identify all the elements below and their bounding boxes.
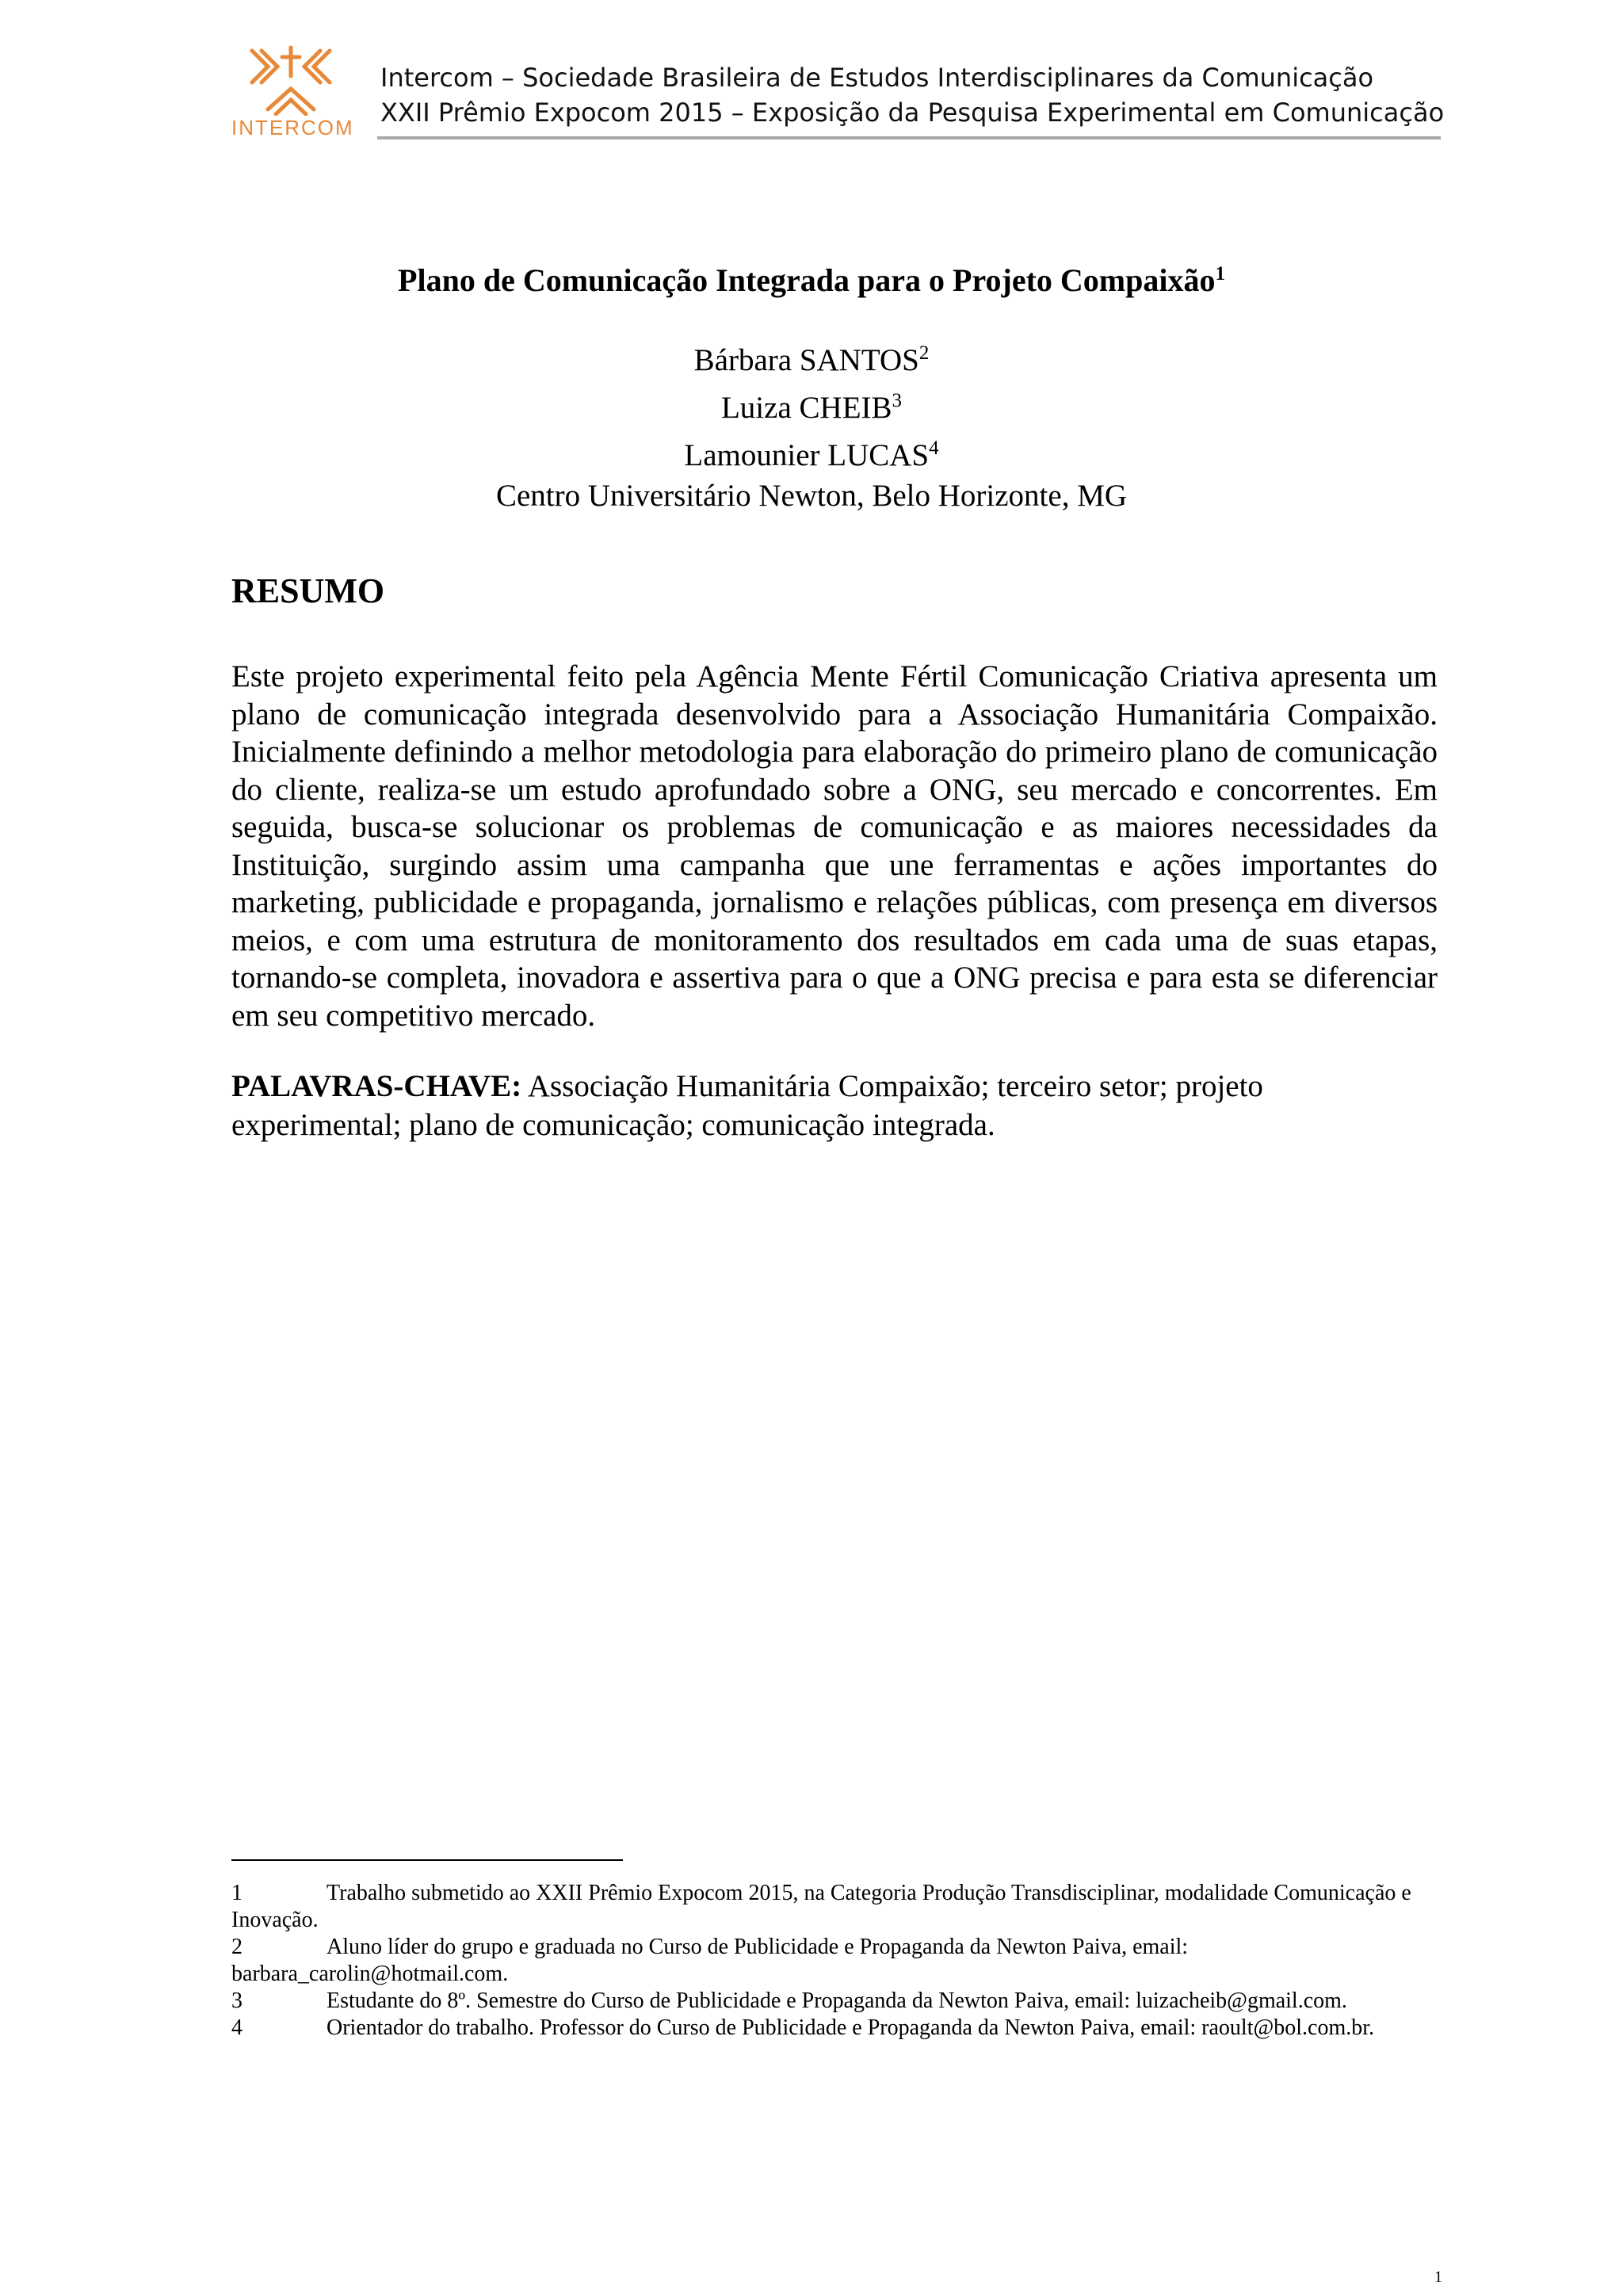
author-1 bbox=[0, 333, 1623, 380]
intercom-logo bbox=[228, 44, 354, 139]
author-block bbox=[0, 333, 1623, 516]
header-text bbox=[380, 60, 1444, 130]
author-name: Bárbara SANTOS bbox=[693, 343, 919, 377]
footnote-number: 3 bbox=[231, 1988, 242, 2013]
footnote-separator bbox=[231, 1859, 623, 1861]
paper-title bbox=[0, 262, 1623, 299]
intercom-logo-icon bbox=[244, 44, 338, 116]
author-name: Lamounier LUCAS bbox=[684, 438, 930, 472]
footnote-text: Aluno líder do grupo e graduada no Curso de Publicidade e Propaganda da Newton Paiva, email: barbara_carolin@hotmail.com. bbox=[231, 1935, 1189, 1986]
footnote-text: Estudante do 8º. Semestre do Curso de Publicidade e Propaganda da Newton Paiva, email: luizacheib@gmail.com. bbox=[327, 1988, 1347, 2013]
footnote-3 bbox=[231, 1988, 1438, 2015]
footnote-1 bbox=[231, 1880, 1438, 1934]
author-footnote-mark: 2 bbox=[918, 342, 930, 364]
page-header bbox=[228, 44, 1445, 139]
footnote-2 bbox=[231, 1934, 1438, 1988]
footnote-text: Orientador do trabalho. Professor do Curso de Publicidade e Propaganda da Newton Paiva, email: raoult@bol.com.br. bbox=[327, 2015, 1375, 2040]
footnote-4 bbox=[231, 2015, 1438, 2042]
header-line-2: XXII Prêmio Expocom 2015 – Exposição da Pesquisa Experimental em Comunicação bbox=[380, 97, 1445, 128]
footnotes bbox=[231, 1880, 1438, 2042]
header-line-1: Intercom – Sociedade Brasileira de Estudos Interdisciplinares da Comunicação bbox=[380, 63, 1374, 93]
footnote-number: 1 bbox=[231, 1881, 242, 1905]
author-2 bbox=[0, 380, 1623, 428]
keywords bbox=[231, 1067, 1438, 1144]
footnote-text: Trabalho submetido ao XXII Prêmio Expocom 2015, na Categoria Produção Transdisciplinar, modalidade Comunicação e Inovação. bbox=[231, 1881, 1411, 1932]
author-name: Luiza CHEIB bbox=[720, 391, 892, 425]
abstract-text: Este projeto experimental feito pela Agência Mente Fértil Comunicação Criativa apresenta um plano de comunicação integrada desenvolvido para a Associação Humanitária Compaixão. Inicialmente definindo a melhor metodologia para elaboração do primeiro plano de comunicação do cliente, realiza-se um estudo aprofundado sobre a ONG, seu mercado e concorrentes. Em seguida, busca-se solucionar os problemas de comunicação e as maiores necessidades da Instituição, surgindo assim uma campanha que une ferramentas e ações importantes do marketing, publicidade e propaganda, jornalismo e relações públicas, com presença em diversos meios, e com uma estrutura de monitoramento dos resultados em cada uma de suas etapas, tornando-se completa, inovadora e assertiva para o que a ONG precisa e para esta se diferenciar em seu competitivo mercado. bbox=[231, 659, 1438, 1033]
page-number: 1 bbox=[1434, 2268, 1442, 2286]
abstract-heading: RESUMO bbox=[231, 571, 385, 610]
footnote-number: 2 bbox=[231, 1935, 242, 1959]
title-text: Plano de Comunicação Integrada para o Projeto Compaixão bbox=[398, 262, 1216, 298]
title-footnote-mark: 1 bbox=[1215, 263, 1225, 285]
keywords-text: Associação Humanitária Compaixão; terceiro setor; projeto experimental; plano de comunicação; comunicação integrada. bbox=[231, 1069, 1263, 1142]
institution: Centro Universitário Newton, Belo Horizonte, MG bbox=[495, 479, 1128, 513]
footnote-number: 4 bbox=[231, 2015, 242, 2040]
header-divider bbox=[377, 136, 1441, 139]
author-footnote-mark: 3 bbox=[892, 390, 903, 411]
logo-text: INTERCOM bbox=[231, 116, 354, 139]
author-3 bbox=[0, 428, 1623, 476]
keywords-label: PALAVRAS-CHAVE: bbox=[231, 1069, 522, 1103]
author-footnote-mark: 4 bbox=[929, 437, 939, 459]
